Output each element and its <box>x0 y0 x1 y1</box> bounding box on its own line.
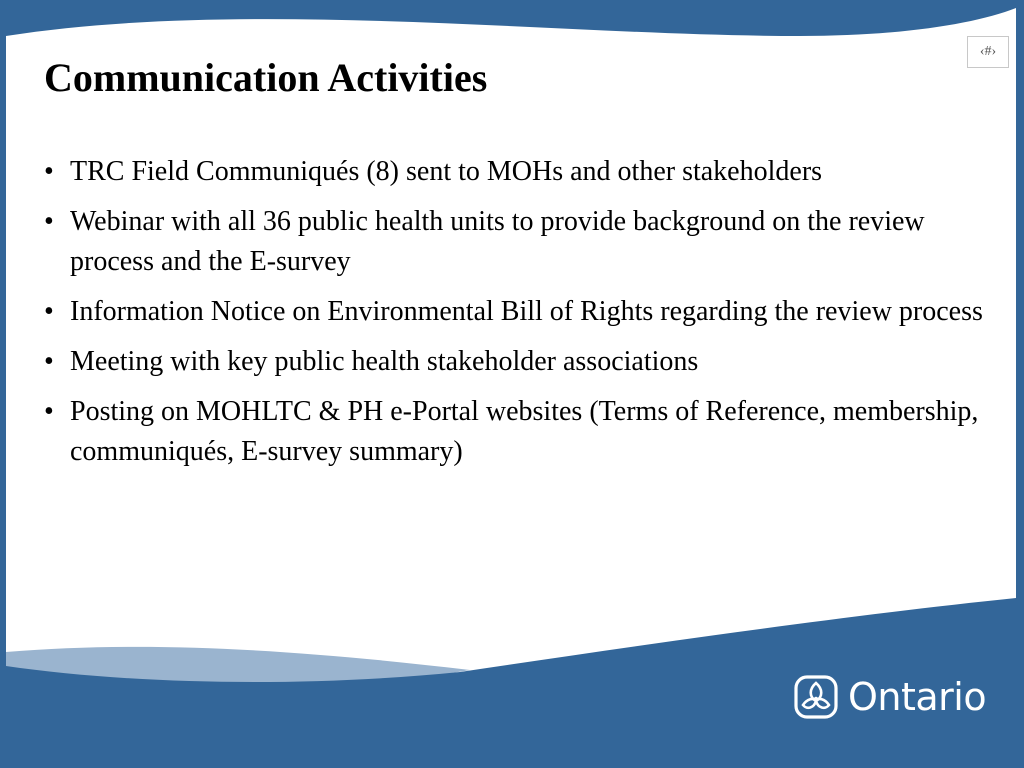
bullet-item: • Meeting with key public health stakeholder associations <box>44 342 984 382</box>
ontario-logo <box>794 674 986 720</box>
bullet-item: • TRC Field Communiqués (8) sent to MOHs and other stakeholders <box>44 152 984 192</box>
bullet-item: • Information Notice on Environmental Bill of Rights regarding the review process <box>44 292 984 332</box>
logo-text: Ontario <box>848 675 987 719</box>
bullet-item: • Posting on MOHLTC & PH e-Portal websites (Terms of Reference, membership, communiqués, E-survey summary) <box>44 392 984 472</box>
slide-title: Communication Activities <box>44 55 488 100</box>
trillium-icon <box>794 675 838 719</box>
bullet-item: • Webinar with all 36 public health units to provide background on the review process and the E-survey <box>44 202 984 282</box>
slide-number: ‹#› <box>967 36 1009 68</box>
bullet-list <box>44 152 984 482</box>
